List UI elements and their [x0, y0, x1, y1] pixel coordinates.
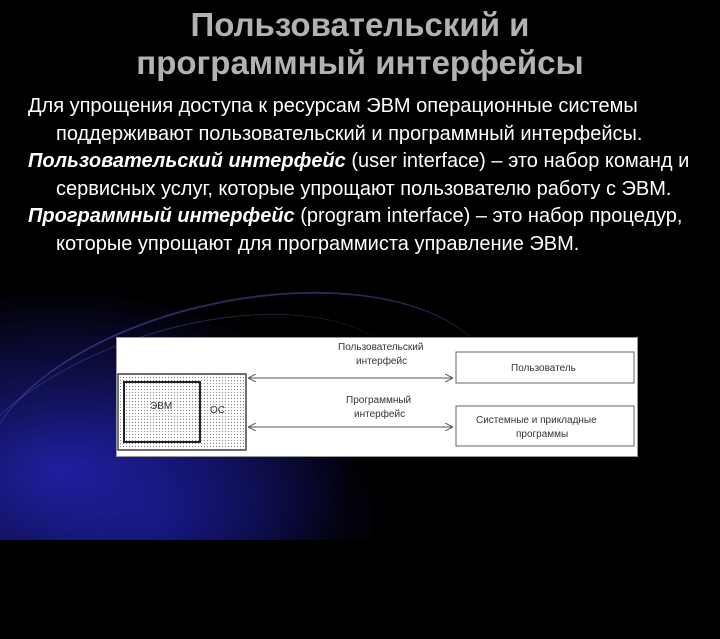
evm-label: ЭВМ — [150, 401, 173, 412]
user-label: Пользователь — [511, 363, 576, 374]
ui-label-line-1: Пользовательский — [338, 342, 424, 353]
definition-program-interface: (program interface) – это набор процедур, которые упрощают для программиста управление ЭВМ. — [56, 205, 683, 255]
ui-label-line-2: интерфейс — [356, 356, 408, 367]
slide-body — [28, 93, 708, 258]
slide-title — [0, 6, 720, 82]
paragraph-program-interface — [28, 203, 708, 258]
apps-label-line-2: программы — [516, 429, 569, 440]
paragraph-intro: Для упрощения доступа к ресурсам ЭВМ операционные системы поддерживают пользовательский и программный интерфейсы. — [28, 95, 643, 145]
os-label: ОС — [210, 405, 225, 416]
pi-label-line-2: интерфейс — [354, 409, 406, 420]
term-user-interface: Пользовательский интерфейс — [28, 150, 346, 172]
definition-user-interface: (user interface) – это набор команд и сервисных услуг, которые упрощают пользователю работу с ЭВМ. — [56, 150, 690, 200]
evm-box — [124, 382, 200, 442]
term-program-interface: Программный интерфейс — [28, 205, 295, 227]
interface-diagram — [116, 337, 638, 457]
title-line-2: программный интерфейсы — [136, 44, 584, 81]
apps-box — [456, 406, 634, 446]
title-line-1: Пользовательский и — [190, 6, 530, 43]
pi-label-line-1: Программный — [346, 395, 412, 406]
diagram-svg — [116, 337, 638, 457]
paragraph-user-interface — [28, 148, 708, 203]
apps-label-line-1: Системные и прикладные — [476, 415, 597, 426]
